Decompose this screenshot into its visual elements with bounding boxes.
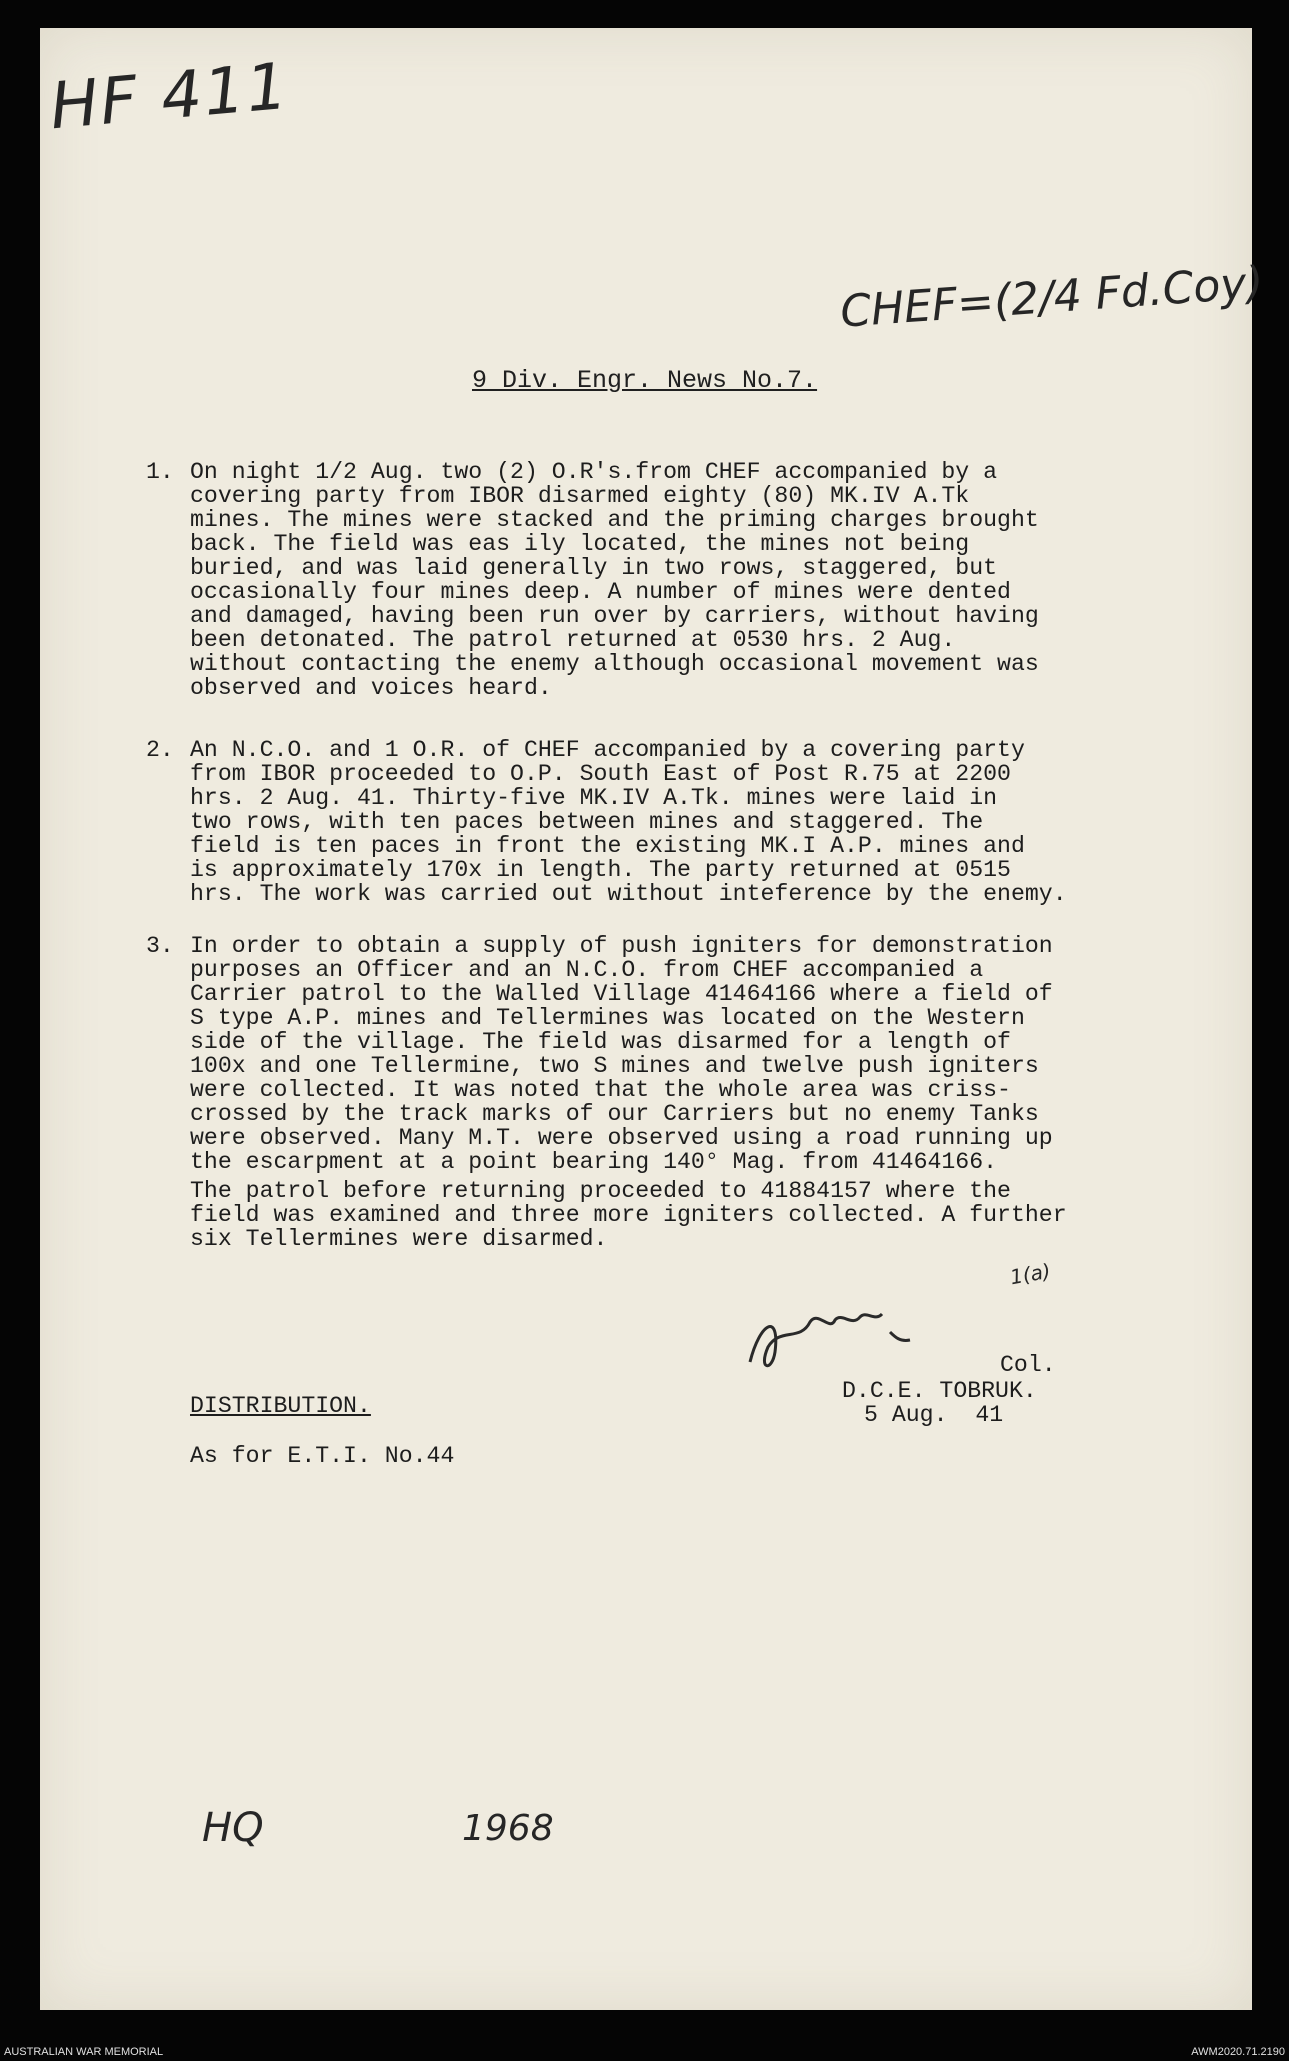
paragraph-line: An N.C.O. and 1 O.R. of CHEF accompanied by a covering party — [190, 737, 1025, 763]
paragraph-line: crossed by the track marks of our Carriers but no enemy Tanks — [190, 1101, 1039, 1127]
paragraph-number: 3. — [146, 933, 174, 959]
paragraph-line: side of the village. The field was disarmed for a length of — [190, 1029, 1011, 1055]
paragraph-line: the escarpment at a point bearing 140° Mag. from 41464166. — [190, 1149, 998, 1175]
handwritten-signature — [740, 1292, 940, 1392]
distribution-heading: DISTRIBUTION. — [190, 1393, 371, 1419]
signature-office: D.C.E. TOBRUK. — [842, 1378, 1037, 1404]
paragraph-line: were collected. It was noted that the whole area was criss- — [190, 1077, 1011, 1103]
paragraph-number: 2. — [146, 737, 174, 763]
paragraph-line: In order to obtain a supply of push igniters for demonstration — [190, 933, 1053, 959]
paragraph-3 — [190, 934, 1053, 1174]
handwritten-mark-hq: HQ — [202, 1805, 264, 1851]
paragraph-number: 1. — [146, 459, 174, 485]
paragraph-line: Carrier patrol to the Walled Village 41464166 where a field of — [190, 981, 1053, 1007]
paragraph-line: The patrol before returning proceeded to 41884157 where the — [190, 1178, 1011, 1204]
paragraph-line: observed and voices heard. — [190, 675, 552, 701]
paragraph-line: without contacting the enemy although occasional movement was — [190, 651, 1039, 677]
document-title: 9 Div. Engr. News No.7. — [472, 366, 818, 395]
signature-initials: 1(a) — [1008, 1258, 1053, 1290]
paragraph-line: field is ten paces in front the existing MK.I A.P. mines and — [190, 833, 1025, 859]
paragraph-line: hrs. 2 Aug. 41. Thirty-five MK.IV A.Tk. mines were laid in — [190, 785, 998, 811]
handwritten-mark-bottom: 1968 — [462, 1808, 554, 1849]
paragraph-line: six Tellermines were disarmed. — [190, 1226, 608, 1252]
paragraph-line: S type A.P. mines and Tellermines was located on the Western — [190, 1005, 1025, 1031]
handwritten-unit-note: CHEF=(2/4 Fd.Coy) — [838, 257, 1266, 338]
archive-footer-right: AWM2020.71.2190 — [1191, 2046, 1285, 2058]
archive-footer-left: AUSTRALIAN WAR MEMORIAL — [4, 2046, 164, 2058]
paragraph-line: occasionally four mines deep. A number of mines were dented — [190, 579, 1011, 605]
distribution-body: As for E.T.I. No.44 — [190, 1443, 455, 1469]
paragraph-line: purposes an Officer and an N.C.O. from CHEF accompanied a — [190, 957, 984, 983]
paragraph-line: On night 1/2 Aug. two (2) O.R's.from CHEF accompanied by a — [190, 459, 998, 485]
paragraph-line: from IBOR proceeded to O.P. South East of Post R.75 at 2200 — [190, 761, 1011, 787]
paragraph-line: were observed. Many M.T. were observed using a road running up — [190, 1125, 1053, 1151]
signature-date: 5 Aug. 41 — [864, 1402, 1004, 1428]
paragraph-line: hrs. The work was carried out without inteference by the enemy. — [190, 881, 1067, 907]
paragraph-1 — [190, 460, 1039, 700]
paragraph-line: been detonated. The patrol returned at 0530 hrs. 2 Aug. — [190, 627, 956, 653]
paragraph-line: covering party from IBOR disarmed eighty (80) MK.IV A.Tk — [190, 483, 970, 509]
paragraph-line: is approximately 170x in length. The party returned at 0515 — [190, 857, 1011, 883]
paragraph-line: and damaged, having been run over by carriers, without having — [190, 603, 1039, 629]
paragraph-line: 100x and one Tellermine, two S mines and twelve push igniters — [190, 1053, 1039, 1079]
paragraph-line: field was examined and three more igniters collected. A further — [190, 1202, 1067, 1228]
signature-rank: Col. — [1000, 1352, 1056, 1378]
paragraph-line: buried, and was laid generally in two rows, staggered, but — [190, 555, 998, 581]
paragraph-line: mines. The mines were stacked and the priming charges brought — [190, 507, 1039, 533]
paragraph-continuation — [190, 1179, 1067, 1251]
paragraph-2 — [190, 738, 1067, 906]
paragraph-line: two rows, with ten paces between mines and staggered. The — [190, 809, 984, 835]
paragraph-line: back. The field was eas ily located, the mines not being — [190, 531, 970, 557]
handwritten-file-reference: HF 411 — [47, 49, 293, 145]
